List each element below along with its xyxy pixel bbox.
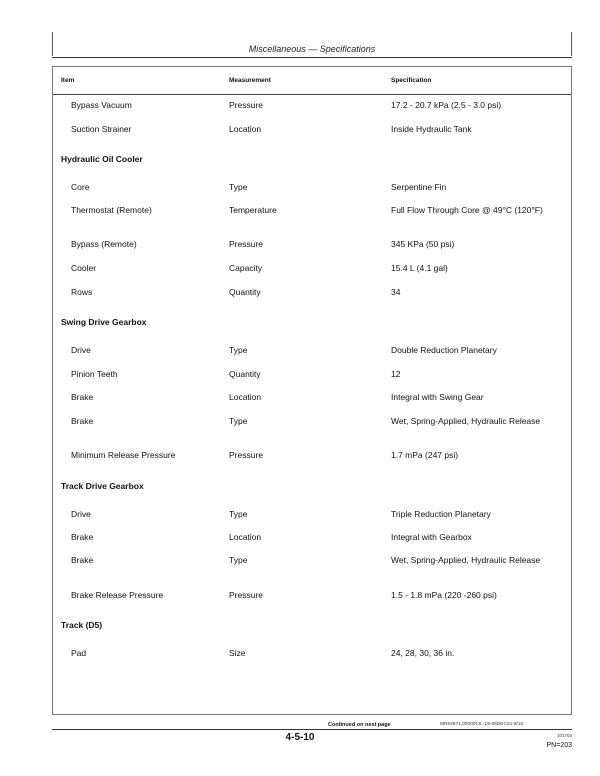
row-item: Cooler [71, 263, 97, 273]
row-item: Bypass (Remote) [71, 239, 137, 249]
continued-note: Continued on next page [328, 722, 391, 728]
row-item: Drive [71, 345, 91, 355]
row-measurement: Quantity [229, 369, 261, 379]
row-item: Brake [71, 392, 94, 402]
column-header-item: Item [61, 77, 75, 84]
header-rule [52, 57, 572, 58]
section-title: Hydraulic Oil Cooler [61, 154, 143, 164]
row-measurement: Size [229, 648, 246, 658]
row-measurement: Type [229, 345, 248, 355]
section-title: Track (D5) [61, 620, 103, 630]
row-specification: Integral with Swing Gear [391, 392, 484, 402]
document-code: MR64971,00000C6 -19-05DEC01-8/10 [440, 722, 524, 727]
row-specification: Inside Hydraulic Tank [391, 124, 472, 134]
row-item: Rows [71, 287, 93, 297]
row-specification: Full Flow Through Core @ 49°C (120°F) [391, 205, 543, 215]
row-item: Brake [71, 532, 94, 542]
row-item: Brake Release Pressure [71, 590, 164, 600]
row-specification: Triple Reduction Planetary [391, 509, 491, 519]
row-specification: 34 [391, 287, 401, 297]
row-specification: Integral with Gearbox [391, 532, 472, 542]
row-item: Bypass Vacuum [71, 100, 132, 110]
row-item: Pinion Teeth [71, 369, 118, 379]
row-measurement: Quantity [229, 287, 261, 297]
header-divider [53, 94, 571, 95]
row-measurement: Location [229, 124, 262, 134]
row-item: Pad [71, 648, 87, 658]
row-specification: 1.7 mPa (247 psi) [391, 450, 459, 460]
column-header-measurement: Measurement [229, 77, 271, 84]
row-measurement: Type [229, 416, 248, 426]
row-item: Drive [71, 509, 91, 519]
row-measurement: Type [229, 555, 248, 565]
row-measurement: Location [229, 532, 262, 542]
row-specification: Serpentine Fin [391, 182, 447, 192]
page-title: Miscellaneous — Specifications [248, 44, 376, 54]
row-measurement: Location [229, 392, 262, 402]
pn-number: PN=203 [546, 742, 572, 749]
row-measurement: Pressure [229, 239, 264, 249]
column-headers [53, 77, 571, 89]
row-specification: 12 [391, 369, 401, 379]
row-specification: 15.4 L (4.1 gal) [391, 263, 448, 273]
row-measurement: Type [229, 509, 248, 519]
row-measurement: Pressure [229, 450, 264, 460]
row-item: Brake [71, 416, 94, 426]
row-specification: 17.2 - 20.7 kPa (2.5 - 3.0 psi) [391, 100, 502, 110]
row-item: Brake [71, 555, 94, 565]
page-number: 4-5-10 [285, 732, 315, 743]
row-item: Minimum Release Pressure [71, 450, 176, 460]
row-item: Suction Strainer [71, 124, 132, 134]
page-frame [52, 32, 572, 715]
row-specification: Wet, Spring-Applied, Hydraulic Release [391, 416, 541, 426]
row-measurement: Temperature [229, 205, 277, 215]
row-specification: Wet, Spring-Applied, Hydraulic Release [391, 555, 541, 565]
spec-table [52, 66, 572, 715]
footer-rule [52, 729, 572, 730]
row-specification: 345 KPa (50 psi) [391, 239, 455, 249]
row-measurement: Pressure [229, 100, 264, 110]
footer-small-code: 101703 [556, 733, 572, 738]
row-measurement: Capacity [229, 263, 263, 273]
section-title: Swing Drive Gearbox [61, 317, 147, 327]
row-specification: Double Reduction Planetary [391, 345, 497, 355]
column-header-specification: Specification [391, 77, 432, 84]
row-measurement: Pressure [229, 590, 264, 600]
section-title: Track Drive Gearbox [61, 481, 144, 491]
row-item: Thermostat (Remote) [71, 205, 152, 215]
row-measurement: Type [229, 182, 248, 192]
row-specification: 1.5 - 1.8 mPa (220 -260 psi) [391, 590, 497, 600]
row-specification: 24, 28, 30, 36 in. [391, 648, 455, 658]
row-item: Core [71, 182, 90, 192]
